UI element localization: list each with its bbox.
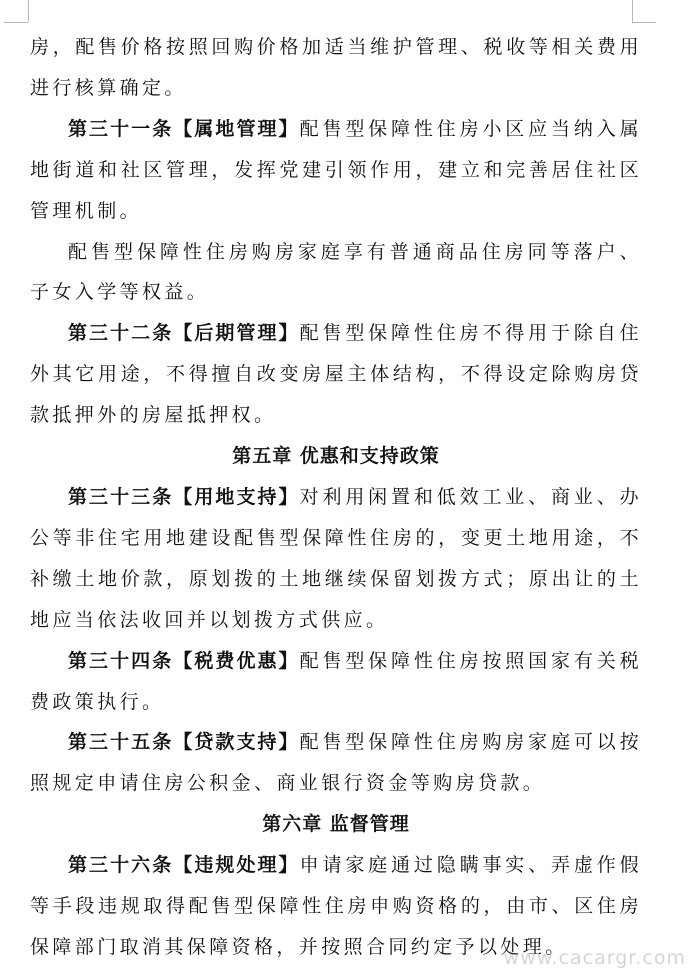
- paragraph-text: 配售型保障性住房购房家庭享有普通商品住房同等落户、子女入学等权益。: [30, 240, 642, 304]
- article-33: [30, 477, 642, 641]
- article-31: [30, 109, 642, 232]
- crop-mark: [632, 22, 656, 23]
- article-35: [30, 722, 642, 804]
- paragraph-text: 房，配售价格按照回购价格加适当维护管理、税收等相关费用进行核算确定。: [30, 36, 642, 99]
- crop-mark: [28, 0, 29, 22]
- article-title: 第三十六条【违规处理】: [68, 854, 300, 877]
- watermark: www.cacargr.com: [503, 947, 686, 969]
- article-title: 第三十一条【属地管理】: [68, 117, 300, 140]
- article-34: [30, 641, 642, 723]
- article-title: 第三十五条【贷款支持】: [68, 731, 300, 754]
- chapter-heading-6: 第六章 监督管理: [262, 813, 410, 836]
- article-title: 第三十四条【税费优惠】: [68, 649, 300, 672]
- article-32: [30, 313, 642, 436]
- article-text: 申请家庭通过隐瞒事实、弄虚作假等手段违规取得配售型保障性住房申购资格的，由市、区住房保障部门取消其保障资格，并按照合同约定予以处理。: [30, 854, 642, 958]
- article-title: 第三十三条【用地支持】: [68, 485, 300, 508]
- crop-mark: [4, 22, 28, 23]
- article-text: 配售型保障性住房按照国家有关税费政策执行。: [30, 649, 642, 713]
- article-text: 配售型保障性住房不得用于除自住外其它用途，不得擅自改变房屋主体结构，不得设定除购房贷款抵押外的房屋抵押权。: [30, 322, 642, 427]
- article-text: 对利用闲置和低效工业、商业、办公等非住宅用地建设配售型保障性住房的，变更土地用途，不补缴土地价款，原划拨的土地继续保留划拨方式；原出让的土地应当依法收回并以划拨方式供应。: [30, 485, 642, 631]
- paragraph-continuation: [30, 27, 642, 109]
- chapter-heading-5: 第五章 优惠和支持政策: [232, 445, 440, 468]
- document-body: [30, 27, 642, 968]
- article-text: 配售型保障性住房小区应当纳入属地街道和社区管理，发挥党建引领作用，建立和完善居住社区管理机制。: [30, 117, 642, 222]
- crop-mark: [632, 0, 633, 22]
- article-title: 第三十二条【后期管理】: [68, 322, 300, 345]
- article-text: 配售型保障性住房购房家庭可以按照规定申请住房公积金、商业银行资金等购房贷款。: [30, 731, 642, 795]
- paragraph-plain: [30, 232, 642, 314]
